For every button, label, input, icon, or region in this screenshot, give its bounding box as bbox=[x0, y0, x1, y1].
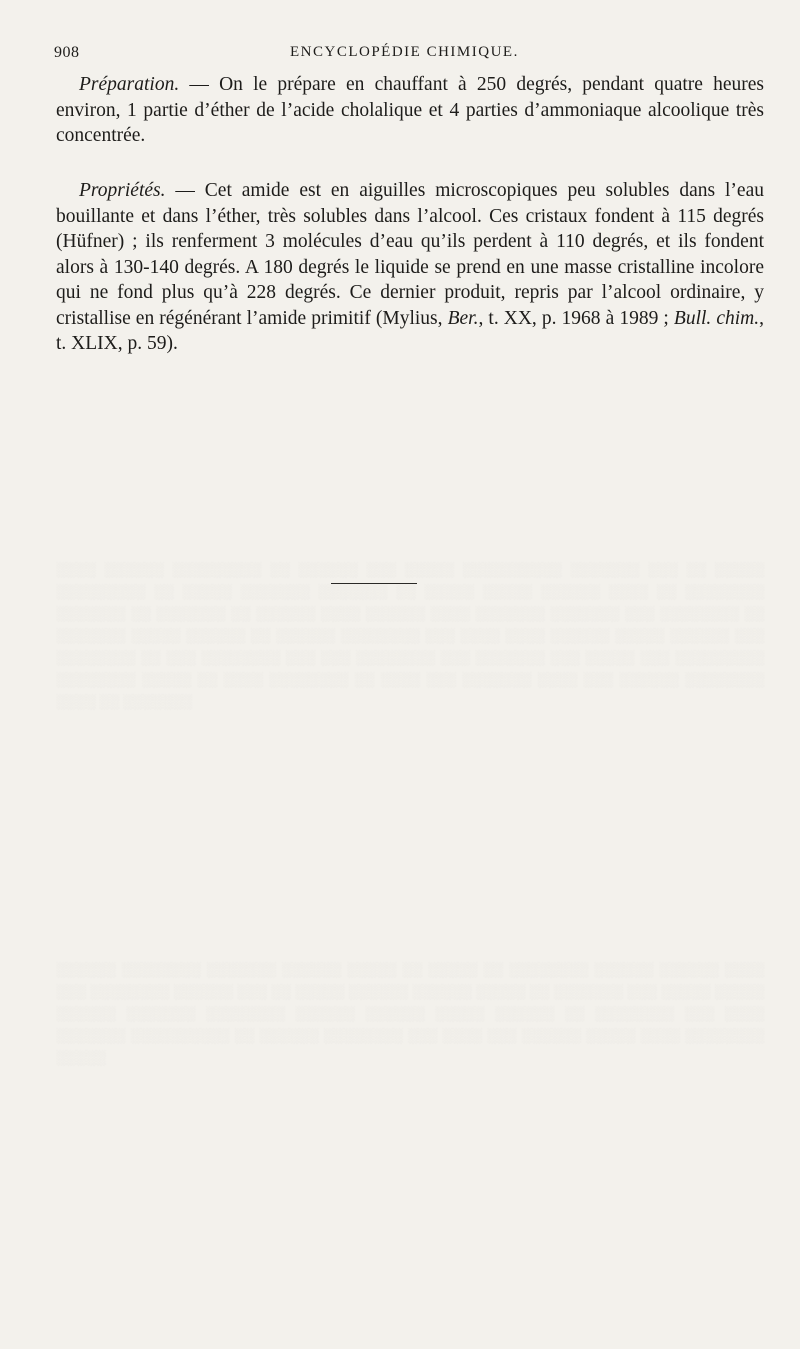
proprietes-text: — Cet amide est en aiguilles microscopiques peu solubles dans l’eau bouillante et dans l’éther, très solubles dans l’alcool. Ces cristaux fondent à 115 degrés (Hüfner) ; ils renferment 3 molécules d’eau qu’ils perdent à 110 degrés, et ils fondent alors à 130-140 degrés. A 180 degrés le liquide se prend en une masse cristalline incolore qui ne fond plus qu’à 228 degrés. Ce dernier produit, repris par l’alcool ordinaire, y cristallise en régénérant l’amide primitif (Mylius, bbox=[56, 180, 764, 329]
section-lead-preparation: Préparation. bbox=[79, 74, 180, 95]
reference-journal-bull-chim: Bull. chim. bbox=[673, 307, 760, 329]
section-divider-rule bbox=[331, 583, 417, 584]
page-number: 908 bbox=[54, 44, 80, 61]
preparation-text: — On le prépare en chauffant à 250 degrés, pendant quatre heures environ, 1 partie d’éther de l’acide cholalique et 4 parties d’ammoniaque alcoolique très concentrée. bbox=[56, 74, 764, 146]
running-title: ENCYCLOPÉDIE CHIMIQUE. bbox=[290, 44, 519, 60]
show-through-reverse-page-lower: ░░░░░░ ░░░░░░░░ ░░░░░░░ ░░░░░░ ░░░░░ ░░ ░░░░░ ░░ ░░░░░░░░ ░░░░░░ ░░░░░░ ░░░░ ░░░ ░░░░░░░░ ░░░░░░ ░░░ ░░ ░░░░░ ░░░░░░ ░░░░░░ ░░░░░ ░░ ░░░░░░░ ░░░ ░░░░░ ░░░░░ ░░░░░░ ░░░░░░░ ░░░░░░░░ ░░░░░░ ░░░░░░ ░░░░░ ░░░░░░ ░░ ░░░░░░░░ ░░░ ░░░░ ░░░░░░░ ░░░░░░░░░░ ░░ ░░░░░░ ░░░░░░░░ ░░░ ░░░░ ░░░ ░░░░░░ ░░░░░ ░░░░ ░░░░░░░░ ░░░░░ bbox=[56, 963, 764, 1066]
reference-journal-ber: Ber. bbox=[447, 307, 479, 329]
paragraph-proprietes bbox=[56, 178, 764, 357]
paragraph-preparation bbox=[56, 72, 764, 149]
reference-details-bull-chim: , t. XLIX, p. 59). bbox=[56, 307, 765, 354]
section-lead-proprietes: Propriétés. bbox=[79, 180, 166, 201]
reference-details-ber: , t. XX, p. 1968 à 1989 ; bbox=[478, 307, 674, 329]
show-through-reverse-page: ░░░░ ░░░░░░ ░░░░░░░░░ ░░ ░░░░░░ ░░░ ░░░░░ ░░░░░░░░░░ ░░░░░░░ ░░░ ░░ ░░░░░ ░░░░░░░░░ ░░ ░░░░░ ░░░░░░░ ░░░░░░░ ░░ ░░░░░ ░░░░░ ░░░░░░ ░░░░ ░░ ░░░░░░░░ ░░░░░░░ ░░ ░░░░░░░ ░░ ░░░░░░ ░░░░ ░░░░░░ ░░░░ ░░░░░░░ ░░░░░░░ ░░░ ░░░░░░░░ ░░ ░░░░░░░ ░░░░░ ░░░░░░ ░░ ░░░░░░ ░░░░░░░░ ░░░ ░░░░ ░░░░ ░░░░░░ ░░░░░ ░░░░░░ ░░░ ░░░░░░░░ ░░ ░░░ ░░░░░░░░ ░░░ ░░░ ░░░░░░░░ ░░░ ░░░░░░░ ░░░ ░░░░░ ░░░ ░░░░░░░░░ ░░░░░░░░ ░░░░░ ░░ ░░░░ ░░░░░░░░ ░░ ░░░░ ░░░ ░░░░░░░ ░░░░ ░░░ ░░░░░░ ░░░░░░░░ ░░░░ ░░ ░░░░░░░ bbox=[56, 563, 764, 710]
